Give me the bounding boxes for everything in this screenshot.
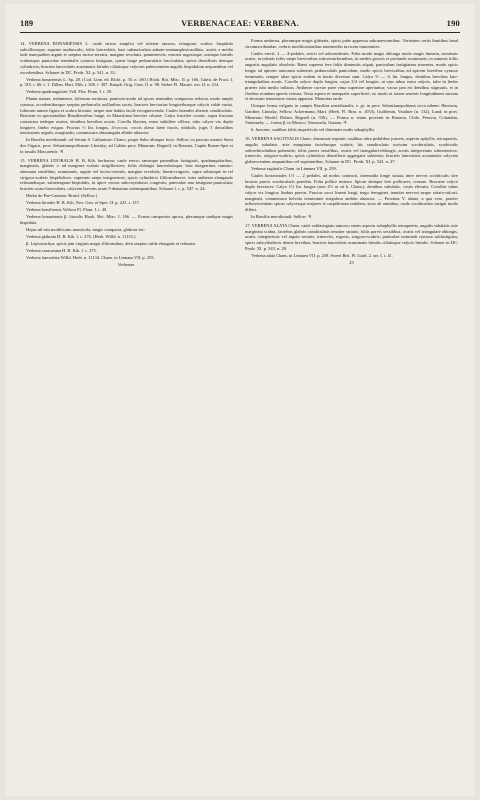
left-column-paragraph: 15. VERBENA LITORALIS H. B. Kth. herbacea; caule erecto ramisque patentibus fastigiatis, quadrangularibus, marginatis, glabris v. ad margines scabris strigillosisve; foliis oblongis lanceolatisque, basi integerrima cuneato-attenuata sessilibus, acuminatis, argute vel inciso-serratis, margine revolutis, lineato-rugosis, supra subtusque in rel strigoso-scabris hispidulisve, supremis saepe integerrimis; spicis cylindricis filiformibusve, inter anthesin elongando relaxandisque, subtetragono-hispidulis, in apice versus subcorymbosis congestis; paniculae ana fastigiato-paniculata; bracteis ovato-lanceolatis, calycem brevem acute 5-dentatum subaequantibus. Schauer l. c. p. 547. n. 24. (20, 157, 233, 192)
left-column-paragraph: Verbena litoralis H. B. Kth. Nov. Gen. et Spec. II. p. 223. t. 137. (26, 200, 140, 206)
right-column-paragraph: b. Junceae, caulibus foliis imperfectis vel diminutis nudis subaphyllis. (251, 127, 376, 133)
right-column-paragraph: 17. VERBENA ALATA Cham. caule subfastigiato ramoso; ramis aspectu subaphyllis tetraquetris, angulis subalatis acie marginata scabra, faciebus glabris canaliculatis tenuiter striatis; foliis parvis sessilibus, ovatis vel triangulari-oblongis, acutis, integerrimis vel argute serratis, trinerviis, rugosis, strigoso-scabris; paniculae terminali cymosa subfastigiata; spicis subcylindricis densis brevibus, bracteis lanceolatis acuminatis hirtulis ciliatisque calycis hirtulis. Schauer in DC. Prodr. XI. p. 543. n. 28. (245, 222, 458, 251)
right-column-paragraph: Verbena alata Cham. in Linnaea VII. p. 258. Sweet Brit. Fl. Gard. 2. ser. I. t. 41. (251, 252, 393, 258)
right-column-paragraph: Forma umbrosa, plerumque magis glabrata, spicis pube appressa subcanescentibus. Varietates certis limitibus haud circumscribendae, crebris modificationibus intermediis invicem transeuntes. (245, 38, 458, 49)
right-column-paragraph: 25 (349, 259, 354, 265)
header-rule (20, 32, 460, 33)
left-column-paragraph: Verbena bonariensis L. Sp. 28. (Cod. Linn. ed. Richt. p. 35. n. 160.) Hook. Bot. Misc. II. p. 166. Gärtn. de Fruct. I. p. 315. t. 66. f. 1. Dillen. Hort. Elth. t. 300. f. 387. Knuph. Orig. Cent. II. n. 98. Sieber Fl. Maurit. exs. II. n. 214. (20, 76, 233, 88)
left-column-paragraph: Verbena bonariensis β. litoralis Hook. Bot. Misc. I. 166. — Forma campestris aprica, plerumque undique magis hispidula. (20, 214, 233, 225)
right-column (245, 38, 458, 267)
left-column-paragraph: Verbena caracasana H. B. Kth. l. c. 275. (26, 247, 97, 253)
right-column-paragraph: Utraque forma vulgaris in campis Brasiliae meridionalis, e. gr. in prov. Sebastianopolitana circa urbem: Harrison, Gardner, Lhotzky, Sellow, Ackermann, Mart. (Herb. Fl. Bras. n. 1053), Guillemin, Vauthier (n. 132), Lund; in prov. Minarum: Riedel, Rohen, Regnell (n. 336). — Forma n. etiam provenit in Bonaria, Chile, Peruvia, Columbia, Venezuela; — forma β. in Mexico, Venezuela, Guiana. ♃ (245, 103, 458, 126)
page-number-left: 189 (20, 18, 34, 28)
document-page (6, 4, 474, 796)
page-number-right: 190 (446, 18, 460, 28)
left-column-paragraph: Verbena glabrata H. B. Kth. l. c. 276. (Herb. Willd. n. 11133.) (26, 233, 136, 239)
left-column-paragraph: Hujus nil nisi modificatio monticola, magis compacta, glabrior est: (26, 226, 145, 232)
right-column-paragraph: In Brasilia meridionali: Sellow. ♃ (251, 214, 312, 220)
left-column-paragraph: Herba do Pae-Caetano: Brasil. (Sellow.) (26, 193, 98, 199)
running-header (20, 18, 460, 30)
left-column-paragraph: Verbenae. (117, 261, 136, 267)
right-column-paragraph: Verbena sagittalis Cham. in Linnaea VII. p. 259. (251, 165, 337, 171)
left-column-paragraph: Planta statura, indumento, foliorum serratura, panicula modo ad spicas nonnullas compactas reducta, modo amplo cymosa, accedentibusque saepius pedunculis axillaribus sacris, bracteis breviorius longioribusque calycis valde variat, foliorum tamen figura et scabra hirsutie, neque non habitu facile recognoscenda. Caules laterales alternis canaliculatis. Bracteae in speciminibus Brasiliensibus longe, in Mauritiana breviter ciliatae. Calyx fructifer ovatus, supra fructum contractus indeque acutus, dentibus brevibus acutis. Corolla lilacina, extus subtiliter villosa, tubo calyce vix duplo longiore, limbo exiguo. Fructus ½ lin. longus, 4-coccus, coccis dorso laete fuscis, nitidulis, jugis 3 dorsalibus tenuissimis argutis, marginalis, commissura obtusangula albido-alutacea. (20, 96, 233, 136)
right-column-paragraph: Caules erecti, 2 — 4-pedales, stricti vel adscendentes. Folia modo magis oblonga modo magis linearia, serraturis acutis, in infimis foliis saepe brevioribus subcrenaeformibus, in mediis grossis et profunde acuminatis; in summis foliis angustis angulatis obsoletis. Rami supremi fere foliis diminutis stipati, paniculam fastigiatam struentes, modo spicis longis ad apicem ramorum subternis pedunculatis paniculam, modo spicis brevioribus ad apicem brevibus cymose terminatis; semper aliae spicis eodem in hortis diversae sunt. Calyx ⅔ — ¾ lin. longus, dentibus brevibus lato-triangularibus acutis. Corolla calyce duplo longior, cujus 3/4 vel longior, ut ejus tubus extra calycis, tubo in limbo praeter tubi medio inflatus. Antherae curvae pone rima superiore aperiuntur; vacua jam est dentibus stigmatis, et in floribus nondum apertis retrusa. Testa aspera et inaequalis superficiei, eo modo ut totam seminis longitudinem sursum et deorsum tenuissime striata appareat. Maturitas tarde. (245, 50, 458, 102)
running-title: VERBENACEAE: VERBENA. (181, 18, 299, 28)
left-column-paragraph: 14. VERBENA BONARIENSIS L. caule stricto simplici vel inferne ramoso, tetragono, scabro, hispidulo subvillosoque, superne nudiusculo; foliis lanceolatis, basi subauriculata adnato-semiamplexicaulibus, acutis a medio inde inaequaliter argute et saepius inciso-serratis, margine revolutis, penninerviis, venosis rugosisque, utrinque hirtulis scabrisque; paniculae terminalis cymosa fastigiata, cymis longe pedunculatis fasciculatis; spicis densifloris demque cylindricis; bracteis lanceolatis acuminatis hirtulis ciliatisque calycem pubescentem angulis hispidulum aequantibus vel excedentibus. Schauer in DC. Prodr. XI. p. 541. n. 33. (20, 41, 233, 75)
right-column-paragraph: Caules horizontales 1½ — 2 pedales, ad nodos contracti, internodia longe striata, inter nervos scrobiculis sive lacunis parvis scrobiculatis praedita. Folia pollice minora. Spicae denique fere pollicares, crassae. Bracteae calyce duplo breviores. Calyx 1⅓ lin. longus (non 4⅓ ut sit h. Cham.), dentibus subulatis, costis elevatis. Corollae tubus calyce vix longior; limbus parvus. Fructus cocci lineari longi, tergo ferruginei, tenuiter nervosi neque striato-sulcati, marginati, commissura helvola tenuissime strigulosa ambitu alutacea. — Proxima V. alatae, a qua vero, praeter inflorescentiam spicas calycesque majores et carpidiorum indolem, sicut ab omnibus, caule scrobiculato insigni modo differt. (245, 172, 458, 213)
left-column-paragraph: Verbena quadrangularis Vell. Flor. Flum. I. t. 39. (26, 89, 113, 95)
right-column-paragraph: 16. VERBENA SAGITTALIS Cham. rhizomate repente; caulibus ultra pedalibus junceis, aspectu aphyllis, tetraquetris, angulis subalatis, acie marginata faciebusque scabris; his canaliculatis scrissim scrobiculatis, scrobiculis subverbiculatibus puberulis; foliis parvis sessilibus, ovatis vel triangulari-oblongis, acutis integerrimis subserratisve, trinerviis, strigoso-scabris; spicis cylindricis densifloris aggregatis subternis; bracteis lanceolatis acuminatis calycem glabrescentem aequantibus vel superantibus. Schauer in DC. Prodr. XI. p. 543. n. 27. (245, 136, 458, 164)
left-column-paragraph: Verbena lanceolata Willd. Herb. n. 11134. Cham. in Linnaea VII. p. 255. (26, 254, 155, 260)
left-column (20, 38, 233, 269)
left-column-paragraph: In Brasilia meridionali: ad fretum S. Catharinae: Cham.; prope Salto altinque locis: Sellow; in pascuis montis Serra dos Orgaos, prov. Sebastianopolitanae: Lhotzky; ad Caldas prov. Minarum: Regnell; in Bonaria, Capite Bonae-Spei et in insulis Mascarenis. ♃ (20, 137, 233, 154)
left-column-paragraph: Verbena brasiliensis Velloso Fl. Flum. I. t. 40. (26, 207, 108, 213)
left-column-paragraph: β. Leptostachya: spicis jam virginis magis filiformibus, dein saepius valde elongatis et relaxatis. (26, 240, 197, 246)
